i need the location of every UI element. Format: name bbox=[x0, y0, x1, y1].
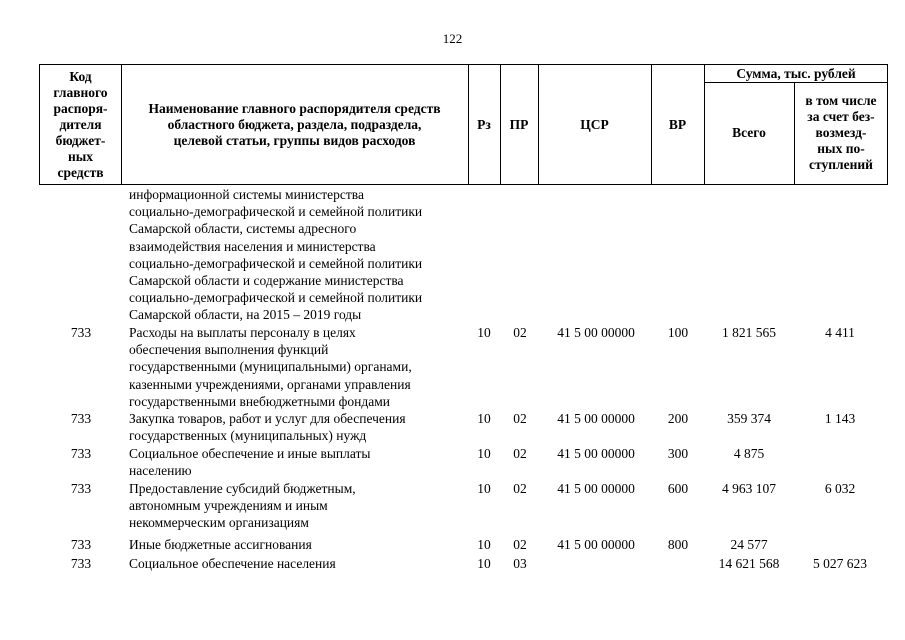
row-incl: 1 143 bbox=[824, 411, 856, 426]
row-incl: 6 032 bbox=[824, 481, 856, 496]
row-code: 733 bbox=[70, 325, 92, 340]
row-vr: 300 bbox=[667, 446, 689, 461]
row-vr: 200 bbox=[667, 411, 689, 426]
row-total: 359 374 bbox=[727, 411, 771, 426]
row-csr: 41 5 00 00000 bbox=[557, 411, 635, 426]
header-name: Наименование главного распорядителя средств областного бюджета, раздела, подраздела, целевой статьи, группы видов расходов bbox=[148, 100, 441, 148]
row-pr: 02 bbox=[513, 537, 527, 552]
row-rz: 10 bbox=[477, 446, 491, 461]
header-total: Всего bbox=[732, 125, 766, 140]
header-rz: Рз bbox=[477, 116, 491, 132]
row-pr: 02 bbox=[513, 411, 527, 426]
row-total: 24 577 bbox=[730, 537, 768, 552]
row-rz: 10 bbox=[477, 537, 491, 552]
row-incl: 4 411 bbox=[825, 325, 855, 340]
page-number: 122 bbox=[442, 31, 463, 46]
row-rz: 10 bbox=[477, 325, 491, 340]
row-code: 733 bbox=[70, 446, 92, 461]
row-csr: 41 5 00 00000 bbox=[557, 537, 635, 552]
row-name: Социальное обеспечение населения bbox=[129, 556, 336, 571]
row-vr: 600 bbox=[667, 481, 689, 496]
row-csr: 41 5 00 00000 bbox=[557, 481, 635, 496]
header-vr: ВР bbox=[668, 116, 687, 132]
row-pr: 02 bbox=[513, 481, 527, 496]
row-total: 14 621 568 bbox=[718, 556, 780, 571]
row-rz: 10 bbox=[477, 556, 491, 571]
row-vr: 800 bbox=[667, 537, 689, 552]
row-name: Предоставление субсидий бюджетным, автономным учреждениям и иным некоммерческим организациям bbox=[129, 481, 356, 531]
row-pr: 03 bbox=[513, 556, 527, 571]
row-pr: 02 bbox=[513, 325, 527, 340]
row-csr: 41 5 00 00000 bbox=[557, 325, 635, 340]
row-total: 1 821 565 bbox=[722, 325, 776, 340]
header-code: Код главного распоря- дителя бюджет- ных средств bbox=[53, 68, 108, 180]
header-sum: Сумма, тыс. рублей bbox=[736, 65, 856, 81]
row-code: 733 bbox=[70, 537, 92, 552]
row-name: Социальное обеспечение и иные выплаты населению bbox=[129, 446, 371, 479]
row-name: Закупка товаров, работ и услуг для обеспечения государственных (муниципальных) нужд bbox=[129, 411, 406, 444]
header-pr: ПР bbox=[509, 116, 529, 132]
row-csr: 41 5 00 00000 bbox=[557, 446, 635, 461]
row-pr: 02 bbox=[513, 446, 527, 461]
row-code: 733 bbox=[70, 411, 92, 426]
header-incl: в том числе за счет без- возмезд- ных по- ступлений bbox=[805, 93, 877, 172]
row-code: 733 bbox=[70, 481, 92, 496]
row-incl: 5 027 623 bbox=[813, 556, 867, 571]
row-rz: 10 bbox=[477, 481, 491, 496]
table-header bbox=[39, 64, 888, 185]
row-total: 4 875 bbox=[733, 446, 765, 461]
header-csr: ЦСР bbox=[580, 116, 609, 132]
row-vr: 100 bbox=[667, 325, 689, 340]
row-code: 733 bbox=[70, 556, 92, 571]
row-name: Иные бюджетные ассигнования bbox=[129, 537, 312, 552]
row-total: 4 963 107 bbox=[722, 481, 776, 496]
row-name: Расходы на выплаты персоналу в целях обеспечения выполнения функций государственными (муниципальными) органами, казенными учреждениями, органами управления государственными внебюджетными фондами bbox=[129, 325, 412, 409]
row-name: информационной системы министерства социально-демографической и семейной политики Самарской области, системы адресного взаимодействия населения и министерства социально-демографической и семейной политики Самарской области и содержание министерства социально-демографической и семейной политики Самарской области, на 2015 – 2019 годы bbox=[129, 187, 423, 323]
row-rz: 10 bbox=[477, 411, 491, 426]
